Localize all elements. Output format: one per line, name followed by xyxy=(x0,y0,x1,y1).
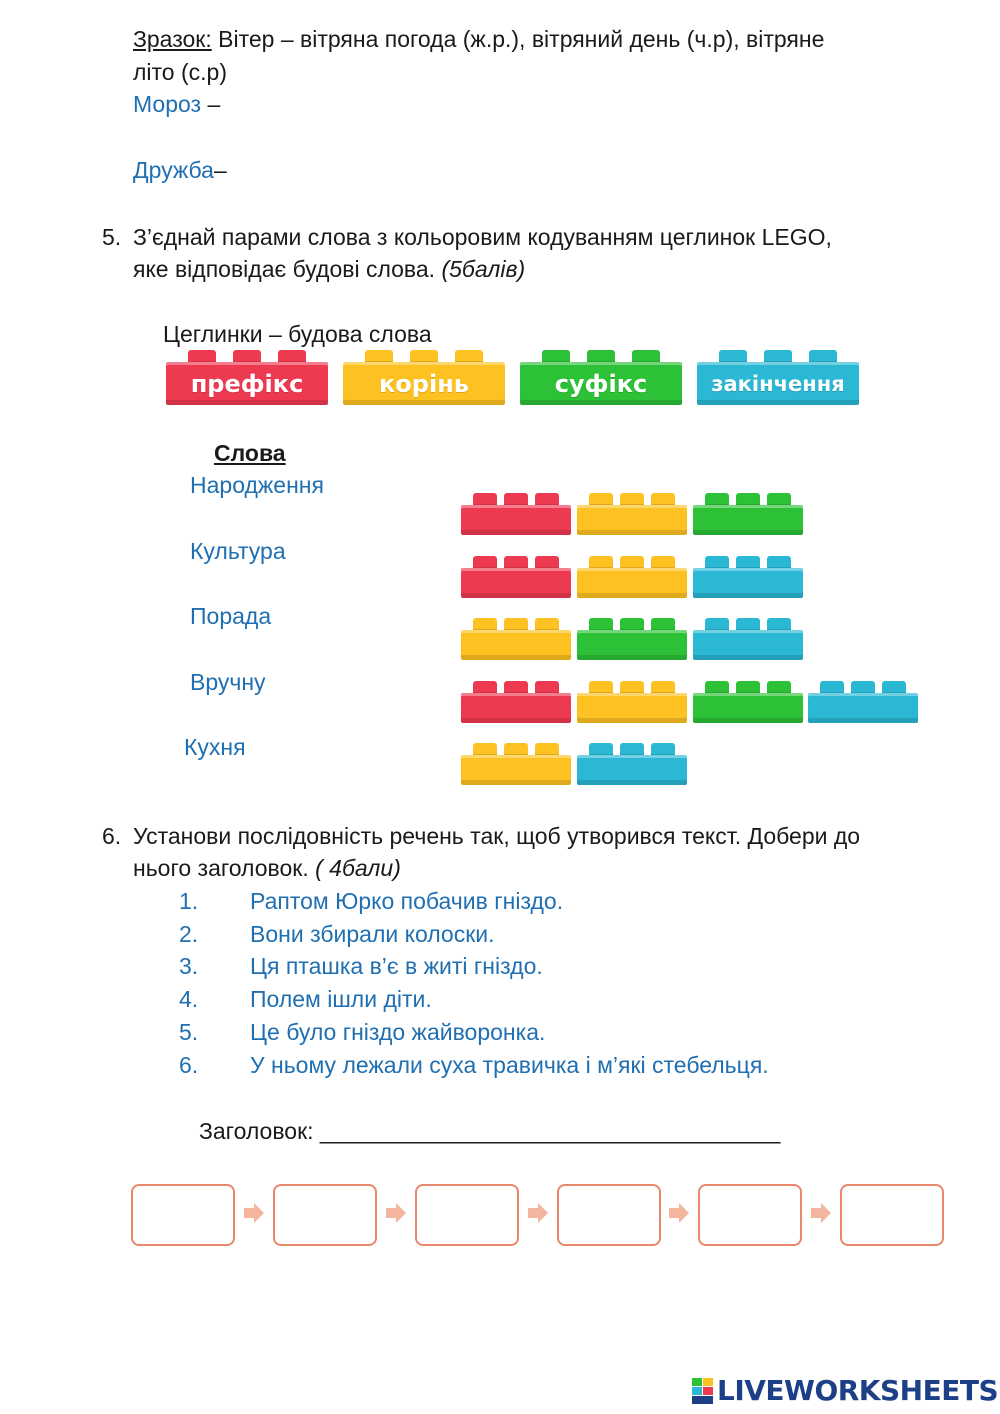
task5-points: (5балів) xyxy=(441,256,526,282)
sentence-num: 4. xyxy=(179,986,199,1012)
sequence-box-6[interactable] xyxy=(840,1184,944,1246)
title-blank[interactable]: ____________________________________ xyxy=(319,1118,781,1144)
pattern-5-root[interactable] xyxy=(461,743,571,785)
sequence-box-4[interactable] xyxy=(557,1184,661,1246)
example-line-1 xyxy=(133,23,824,55)
word-druzhba: Дружба xyxy=(133,157,214,183)
arrow-right-icon xyxy=(243,1202,265,1224)
task6-text-1: Установи послідовність речень так, щоб утворився текст. Добери до xyxy=(133,823,861,849)
sentence-num: 5. xyxy=(179,1019,199,1045)
legend-label-suffix: суфікс xyxy=(554,369,648,398)
pattern-4-prefix[interactable] xyxy=(461,681,571,723)
pattern-1-root[interactable] xyxy=(577,493,687,535)
word-vruchnu[interactable]: Вручну xyxy=(190,669,266,695)
sentence-text: Полем ішли діти. xyxy=(250,986,432,1012)
title-label: Заголовок: xyxy=(199,1118,314,1144)
sentence-num: 2. xyxy=(179,921,199,947)
legend-brick-root xyxy=(343,350,505,405)
sequence-box-2[interactable] xyxy=(273,1184,377,1246)
pattern-4-root[interactable] xyxy=(577,681,687,723)
word-item-druzhba xyxy=(133,154,227,186)
sentence-text: У ньому лежали суха травичка і м’які стебельця. xyxy=(250,1052,769,1078)
sentence-num: 3. xyxy=(179,953,199,979)
liveworksheets-logo xyxy=(692,1374,998,1407)
words-title: Слова xyxy=(214,440,286,466)
sentence-text: Раптом Юрко побачив гніздо. xyxy=(250,888,564,914)
pattern-4-ending[interactable] xyxy=(808,681,918,723)
pattern-3-suffix[interactable] xyxy=(577,618,687,660)
pattern-2-prefix[interactable] xyxy=(461,556,571,598)
pattern-4-suffix[interactable] xyxy=(693,681,803,723)
arrow-right-icon xyxy=(527,1202,549,1224)
legend-label-root: корінь xyxy=(379,369,469,398)
dash: – xyxy=(213,157,227,183)
title-row xyxy=(199,1115,780,1147)
word-kultura[interactable]: Культура xyxy=(190,538,286,564)
task6-text-2 xyxy=(133,852,401,884)
legend-label-ending: закінчення xyxy=(711,371,845,396)
task5-text-2a: яке відповідає будові слова. xyxy=(133,256,436,282)
word-item-moroz xyxy=(133,88,220,120)
legend-label-prefix: префікс xyxy=(190,369,304,398)
liveworksheets-logo-icon xyxy=(692,1378,714,1404)
task5-text-1: З’єднай парами слова з кольоровим кодуванням цеглинок LEGO, xyxy=(133,224,832,250)
task6-points: ( 4бали) xyxy=(315,855,401,881)
legend-title: Цеглинки – будова слова xyxy=(163,321,432,347)
legend-brick-ending xyxy=(697,350,859,405)
task6-number: 6. xyxy=(102,823,122,849)
sentence-text: Ця пташка в’є в житі гніздо. xyxy=(250,953,543,979)
sequence-box-3[interactable] xyxy=(415,1184,519,1246)
sentence-num: 1. xyxy=(179,888,199,914)
sequence-box-5[interactable] xyxy=(698,1184,802,1246)
word-narodzhennia[interactable]: Народження xyxy=(190,472,324,498)
sentence-text: Це було гніздо жайворонка. xyxy=(250,1019,546,1045)
arrow-right-icon xyxy=(668,1202,690,1224)
sequence-box-1[interactable] xyxy=(131,1184,235,1246)
word-porada[interactable]: Порада xyxy=(190,603,272,629)
example-label: Зразок: xyxy=(133,26,212,52)
pattern-1-prefix[interactable] xyxy=(461,493,571,535)
arrow-right-icon xyxy=(810,1202,832,1224)
pattern-2-ending[interactable] xyxy=(693,556,803,598)
pattern-3-root[interactable] xyxy=(461,618,571,660)
sentence-num: 6. xyxy=(179,1052,199,1078)
task6-text-2a: нього заголовок. xyxy=(133,855,309,881)
arrow-right-icon xyxy=(385,1202,407,1224)
word-kukhnia[interactable]: Кухня xyxy=(184,734,246,760)
pattern-5-ending[interactable] xyxy=(577,743,687,785)
example-text-2: літо (с.р) xyxy=(133,59,227,85)
dash: – xyxy=(201,91,221,117)
pattern-2-root[interactable] xyxy=(577,556,687,598)
legend-brick-suffix xyxy=(520,350,682,405)
example-text-1: Вітер – вітряна погода (ж.р.), вітряний день (ч.р), вітряне xyxy=(218,26,825,52)
logo-text: LIVEWORKSHEETS xyxy=(717,1374,999,1407)
pattern-3-ending[interactable] xyxy=(693,618,803,660)
task5-text-2 xyxy=(133,253,525,285)
task5-number: 5. xyxy=(102,224,122,250)
legend-brick-prefix xyxy=(166,350,328,405)
pattern-1-suffix[interactable] xyxy=(693,493,803,535)
word-moroz: Мороз xyxy=(133,91,202,117)
sentence-text: Вони збирали колоски. xyxy=(250,921,495,947)
